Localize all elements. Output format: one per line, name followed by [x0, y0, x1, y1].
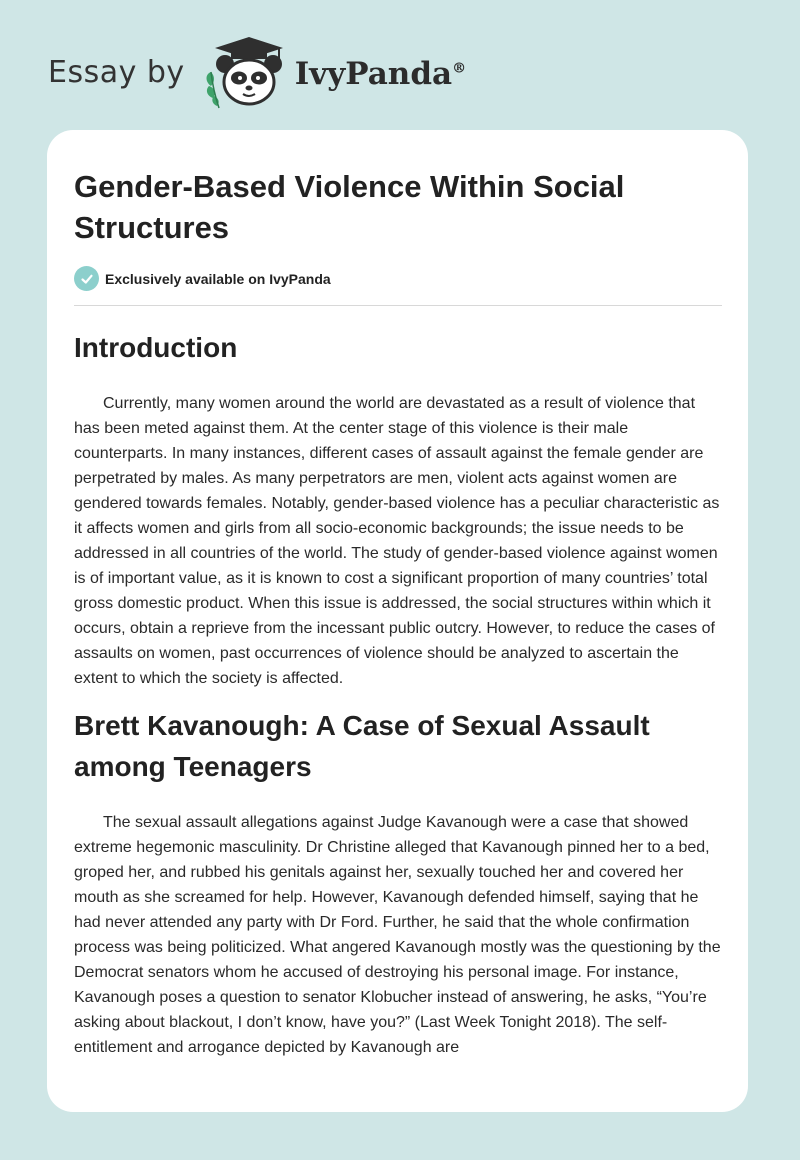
brand-header: [48, 34, 466, 110]
exclusive-badge: [74, 266, 722, 291]
title-divider: [74, 305, 722, 306]
essay-title: Gender-Based Violence Within Social Structures: [74, 169, 625, 245]
section-introduction: [74, 327, 722, 691]
badge-label: Exclusively available on IvyPanda: [105, 270, 331, 287]
section-paragraph: Currently, many women around the world are devastated as a result of violence that has been meted against them. At the center stage of this violence is their male counterparts. In many instances, different cases of assault against the female gender are perpetrated by males. As many perpetrators are men, violent acts against women are gendered towards females. Notably, gender-based violence has a peculiar characteristic as it affects women and girls from all socio-economic backgrounds; the issue needs to be addressed in all countries of the world. The study of gender-based violence against women is of important value, as it is known to cost a significant proportion of many countries’ total gross domestic product. When this issue is addressed, the social structures within which it occurs, obtain a reprieve from the incessant public outcry. However, to reduce the cases of assaults on women, past occurrences of violence should be analyzed to ascertain the extent to which the society is affected.: [74, 395, 720, 687]
section-brett-kavanough: [74, 705, 722, 1060]
panda-graduate-icon[interactable]: [197, 34, 293, 110]
check-icon: [74, 266, 99, 291]
essay-card: [47, 130, 748, 1112]
brand-prefix: Essay by: [48, 54, 185, 90]
section-heading: Introduction: [74, 332, 238, 363]
registered-mark: ®: [452, 60, 467, 77]
section-paragraph: The sexual assault allegations against Judge Kavanough were a case that showed extreme hegemonic masculinity. Dr Christine alleged that Kavanough pinned her to a bed, groped her, and rubbed his genitals against her, sexually touched her and covered her mouth as she screamed for help. However, Kavanough defended himself, saying that he had never attended any party with Dr Ford. Further, he said that the whole confirmation process was being politicized. What angered Kavanough mostly was the questioning by the Democrat senators whom he accused of destroying his personal image. For instance, Kavanough poses a question to senator Klobucher instead of answering, he asks, “You’re asking about blackout, I don’t know, have you?” (Last Week Tonight 2018). The self-entitlement and arrogance depicted by Kavanough are: [74, 814, 721, 1056]
section-heading: Brett Kavanough: A Case of Sexual Assault among Teenagers: [74, 710, 650, 782]
brand-name[interactable]: IvyPanda®: [294, 56, 467, 92]
